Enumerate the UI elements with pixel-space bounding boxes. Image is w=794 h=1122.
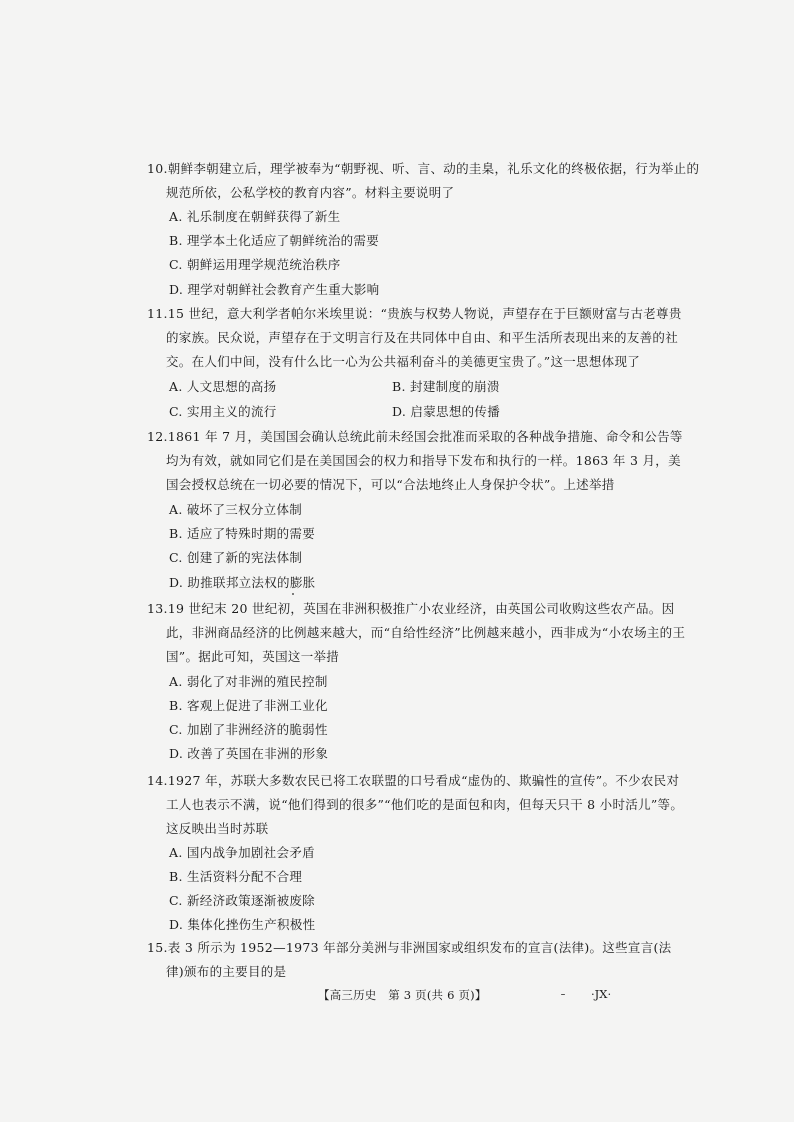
option-b: B. 客观上促进了非洲工业化	[169, 698, 328, 713]
question-stem-line: 工人也表示不满，说“他们得到的很多”“他们吃的是面包和肉，但每天只干 8 小时活儿”等。	[166, 797, 684, 812]
question-stem-line: 15.表 3 所示为 1952—1973 年部分美洲与非洲国家或组织发布的宣言(法律)。这些宣言(法	[147, 940, 672, 955]
option-a: A. 弱化了对非洲的殖民控制	[169, 674, 328, 689]
option-d: D. 理学对朝鲜社会教育产生重大影响	[169, 282, 380, 297]
question-14	[147, 773, 684, 938]
option-b: B. 适应了特殊时期的需要	[169, 526, 316, 541]
exam-code: ·JX·	[591, 987, 612, 1001]
scan-speck	[561, 994, 565, 995]
question-stem-line: 13.19 世纪末 20 世纪初，英国在非洲积极推广小农业经济，由英国公司收购这些农产品。因	[147, 601, 675, 616]
question-13	[147, 601, 686, 766]
question-stem-line: 11.15 世纪，意大利学者帕尔米埃里说：“贵族与权势人物说，声望存在于巨额财富与古老尊贵	[147, 306, 682, 321]
question-10	[147, 161, 700, 301]
question-stem-line: 此，非洲商品经济的比例越来越大，而“自给性经济”比例越来越小，西非成为“小农场主的王	[166, 625, 686, 640]
page-footer: 【高三历史 第 3 页(共 6 页)】	[318, 988, 487, 1002]
option-c: C. 实用主义的流行	[169, 404, 277, 419]
option-a: A. 破坏了三权分立体制	[169, 502, 303, 517]
question-11	[147, 306, 682, 426]
option-a: A. 人文思想的高扬	[169, 379, 277, 394]
option-a: A. 国内战争加剧社会矛盾	[169, 845, 315, 860]
option-c: C. 创建了新的宪法体制	[169, 550, 303, 565]
option-c: C. 朝鲜运用理学规范统治秩序	[169, 257, 341, 272]
question-stem-line: 规范所依，公私学校的教育内容”。材料主要说明了	[166, 185, 455, 200]
question-stem-line: 12.1861 年 7 月，美国国会确认总统此前未经国会批准而采取的各种战争措施、命令和公告等	[147, 429, 683, 444]
scan-speck	[292, 593, 294, 595]
option-b: B. 理学本土化适应了朝鲜统治的需要	[169, 233, 380, 248]
option-d: D. 集体化挫伤生产积极性	[169, 917, 316, 932]
question-stem-line: 的家族。民众说，声望存在于文明言行及在共同体中自由、和平生活所表现出来的友善的社	[166, 330, 679, 345]
question-stem-line: 10.朝鲜李朝建立后，理学被奉为“朝野视、听、言、动的圭臬，礼乐文化的终极依据，行为举止的	[147, 161, 700, 176]
question-stem-line: 14.1927 年，苏联大多数农民已将工农联盟的口号看成“虚伪的、欺骗性的宣传”。不少农民对	[147, 773, 680, 788]
option-b: B. 生活资料分配不合理	[169, 869, 303, 884]
question-stem-line: 国”。据此可知，英国这一举措	[166, 649, 340, 664]
option-d: D. 启蒙思想的传播	[392, 404, 501, 419]
option-c: C. 新经济政策逐渐被废除	[169, 893, 315, 908]
option-b: B. 封建制度的崩溃	[392, 379, 500, 394]
question-stem-line: 律)颁布的主要目的是	[166, 964, 287, 979]
option-c: C. 加剧了非洲经济的脆弱性	[169, 722, 328, 737]
question-stem-line: 这反映出当时苏联	[166, 821, 269, 836]
option-a: A. 礼乐制度在朝鲜获得了新生	[169, 209, 341, 224]
question-15	[147, 940, 672, 990]
option-d: D. 改善了英国在非洲的形象	[169, 746, 329, 761]
question-stem-line: 均为有效，就如同它们是在美国国会的权力和指导下发布和执行的一样。1863 年 3 月，美	[166, 453, 681, 468]
question-stem-line: 国会授权总统在一切必要的情况下，可以“合法地终止人身保护令状”。上述举措	[166, 477, 615, 492]
option-d: D. 助推联邦立法权的膨胀	[169, 575, 316, 590]
question-stem-line: 交。在人们中间，没有什么比一心为公共福利奋斗的美德更宝贵了。”这一思想体现了	[166, 354, 641, 369]
question-12	[147, 429, 683, 594]
